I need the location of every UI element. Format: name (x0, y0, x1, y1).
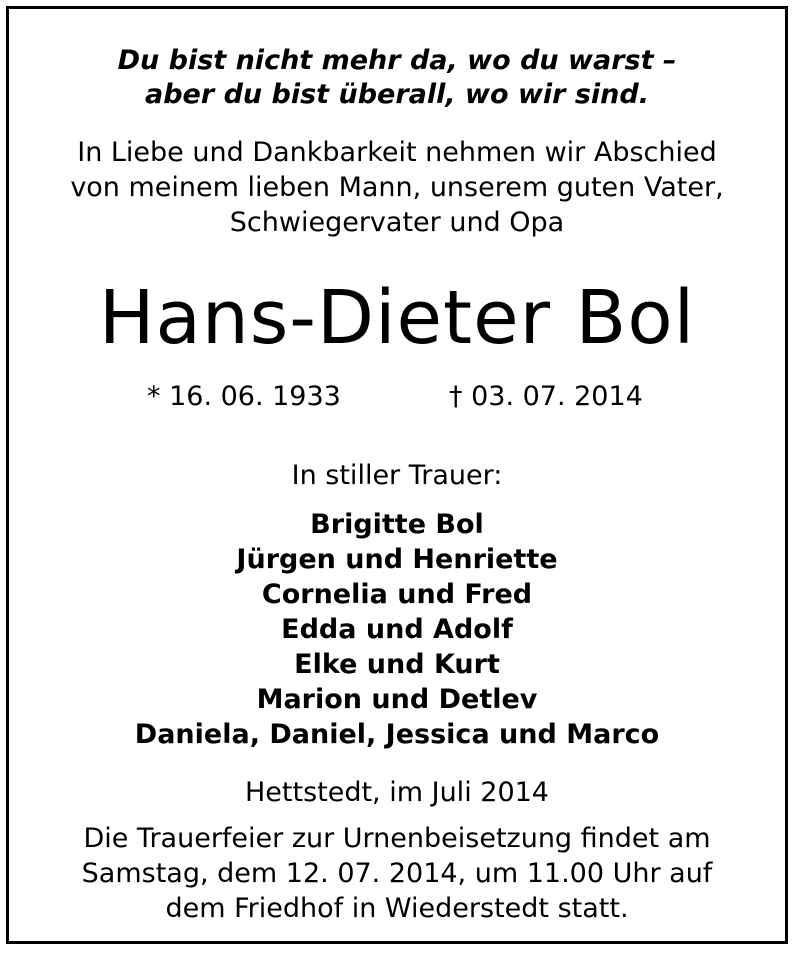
service-line-1: Die Trauerfeier zur Urnenbeisetzung findet am (83, 823, 711, 854)
life-dates (9, 383, 785, 413)
mourner-name: Jürgen und Henriette (236, 544, 558, 575)
birth-date: * 16. 06. 1933 (147, 381, 341, 412)
motto-line-2: aber du bist überall, wo wir sind. (145, 79, 649, 110)
obituary-notice (6, 6, 788, 944)
deceased-name: Hans-Dieter Bol (98, 275, 696, 361)
mourner-name: Elke und Kurt (294, 649, 500, 680)
mourner-name: Brigitte Bol (310, 509, 484, 540)
intro-line-2: von meinem lieben Mann, unserem guten Vater, (70, 172, 724, 203)
mourner-name: Daniela, Daniel, Jessica und Marco (134, 719, 660, 750)
mourner-name: Marion und Detlev (256, 684, 538, 715)
intro-line-3: Schwiegervater und Opa (229, 207, 565, 238)
mourning-label: In stiller Trauer: (291, 460, 503, 491)
death-date: † 03. 07. 2014 (449, 381, 643, 412)
service-line-2: Samstag, dem 12. 07. 2014, um 11.00 Uhr auf (81, 858, 713, 889)
service-line-3: dem Friedhof in Wiederstedt statt. (165, 893, 629, 924)
place-date: Hettstedt, im Juli 2014 (244, 777, 549, 808)
mourner-name: Cornelia und Fred (261, 579, 533, 610)
intro-line-1: In Liebe und Dankbarkeit nehmen wir Abschied (77, 137, 717, 168)
motto-line-1: Du bist nicht mehr da, wo du warst – (117, 45, 677, 76)
mourner-name: Edda und Adolf (281, 614, 513, 645)
